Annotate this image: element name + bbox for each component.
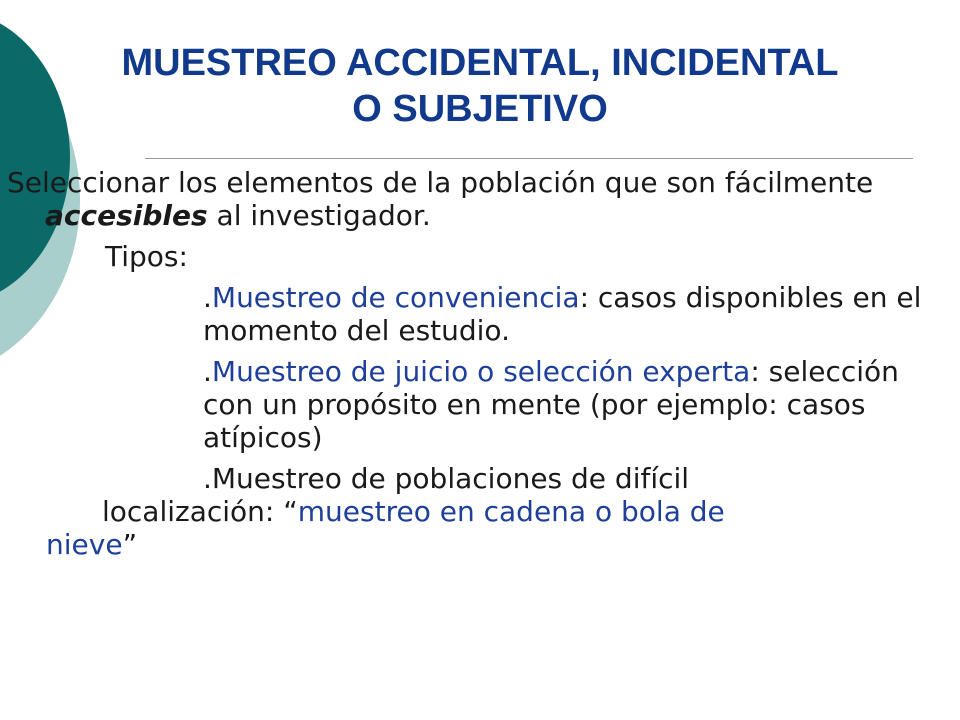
last-item-close-quote: ” xyxy=(122,528,138,561)
intro-paragraph xyxy=(0,166,930,232)
type-item-rest: : casos disponibles en el momento del estudio. xyxy=(203,281,922,347)
type-item-rest: : selección con un propósito en mente (por ejemplo: casos atípicos) xyxy=(203,355,899,454)
last-item-line-2 xyxy=(102,495,930,528)
type-item-name: Muestreo de conveniencia xyxy=(211,281,580,314)
slide-title xyxy=(20,40,940,132)
title-line-1: MUESTREO ACCIDENTAL, INCIDENTAL xyxy=(121,42,839,84)
type-item-juicio xyxy=(0,355,930,454)
title-line-2: O SUBJETIVO xyxy=(352,88,608,130)
slide-body xyxy=(0,166,930,569)
type-item-prefix: . xyxy=(203,355,212,388)
intro-emphasis: accesibles xyxy=(45,199,208,232)
last-item-highlight-2: nieve xyxy=(46,528,123,561)
type-item-conveniencia xyxy=(0,281,930,347)
last-item-line-1: .Muestreo de poblaciones de difícil xyxy=(203,462,690,495)
title-divider xyxy=(145,158,913,159)
last-item-highlight-1: muestreo en cadena o bola de xyxy=(297,495,725,528)
last-item-line-2-prefix: localización: “ xyxy=(102,495,298,528)
type-item-dificil-localizacion xyxy=(0,462,930,561)
tipos-label: Tipos: xyxy=(105,240,188,273)
type-item-prefix: . xyxy=(203,281,212,314)
last-item-line-3 xyxy=(46,528,930,561)
type-item-name: Muestreo de juicio o selección experta xyxy=(211,355,751,388)
intro-text-before: Seleccionar los elementos de la población que son fácilmente xyxy=(7,166,874,199)
intro-text-after: al investigador. xyxy=(207,199,431,232)
